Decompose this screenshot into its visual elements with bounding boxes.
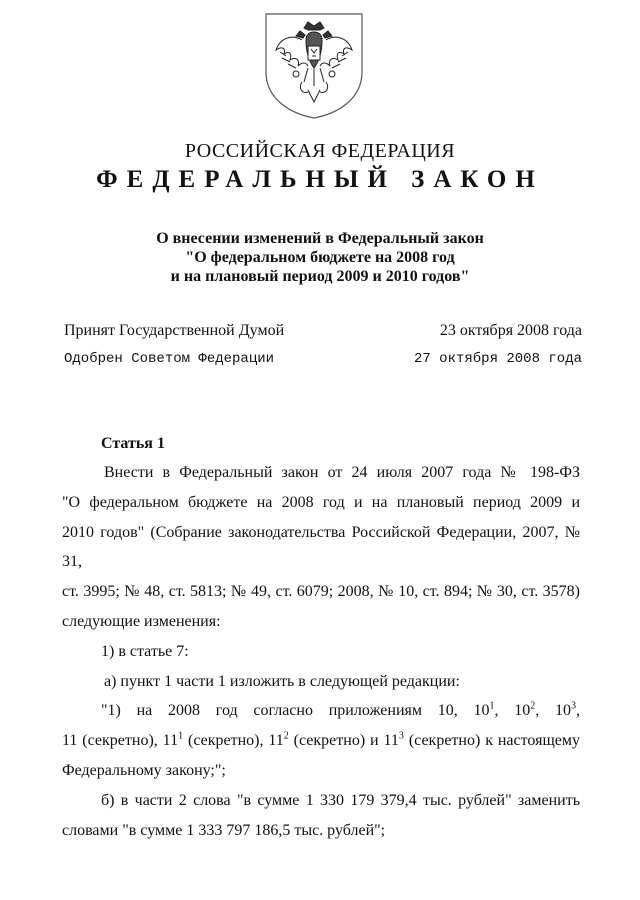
paragraph-line	[62, 696, 580, 726]
article-body	[62, 458, 580, 845]
paragraph-line: 2010 годов" (Собрание законодательства Российской Федерации, 2007, № 31,	[62, 523, 580, 571]
text-run: 11 (секретно), 11	[62, 732, 179, 750]
paragraph-line: ст. 3995; № 48, ст. 5813; № 49, ст. 6079; 2008, № 10, ст. 894; № 30, ст. 3578)	[62, 583, 580, 601]
text-run: (секретно) и 11	[288, 732, 399, 750]
coat-of-arms-emblem	[262, 10, 366, 120]
superscript: 1	[489, 701, 495, 713]
text-run: , 10	[535, 702, 572, 720]
paragraph-line: Внести в Федеральный закон от 24 июля 2007 года № 198-ФЗ	[104, 464, 580, 481]
paragraph-line	[62, 726, 580, 756]
law-title	[100, 229, 540, 286]
law-title-line: "О федеральном бюджете на 2008 год	[185, 249, 455, 266]
text-run: , 10	[494, 702, 531, 720]
approved-label: Одобрен Советом Федерации	[64, 351, 275, 367]
text-run: "1) на 2008 год согласно приложениям 10, 10	[101, 702, 490, 720]
adopted-label: Принят Государственной Думой	[64, 322, 285, 339]
law-type-heading: ФЕДЕРАЛЬНЫЙ ЗАКОН	[96, 166, 544, 193]
article-heading: Статья 1	[101, 435, 165, 452]
paragraph-line: Федеральному закону;";	[62, 761, 226, 779]
text-run: (секретно), 11	[183, 732, 284, 750]
paragraph-line: словами "в сумме 1 333 797 186,5 тыс. рублей";	[62, 821, 386, 839]
law-title-line: О внесении изменений в Федеральный закон	[156, 230, 484, 247]
list-item: 1) в статье 7:	[101, 642, 189, 660]
adoption-row-duma	[64, 322, 582, 340]
superscript: 3	[571, 701, 577, 713]
text-run: ,	[576, 702, 581, 720]
adoption-row-council	[64, 351, 582, 367]
adopted-date: 23 октября 2008 года	[439, 322, 582, 339]
country-name: РОССИЙСКАЯ ФЕДЕРАЦИЯ	[184, 140, 456, 162]
superscript: 3	[398, 730, 404, 742]
text-run: (секретно) к настоящему	[403, 732, 581, 750]
superscript: 2	[283, 730, 289, 742]
law-title-line: и на плановый период 2009 и 2010 годов"	[170, 268, 470, 285]
approved-date: 27 октября 2008 года	[413, 351, 582, 367]
paragraph-line: б) в части 2 слова "в сумме 1 330 179 379,4 тыс. рублей" заменить	[101, 791, 580, 809]
superscript: 1	[178, 730, 184, 742]
list-item: а) пункт 1 части 1 изложить в следующей редакции:	[104, 672, 460, 690]
superscript: 2	[530, 701, 536, 713]
paragraph-line: следующие изменения:	[62, 612, 221, 630]
paragraph-line: "О федеральном бюджете на 2008 год и на плановый период 2009 и	[62, 493, 580, 511]
